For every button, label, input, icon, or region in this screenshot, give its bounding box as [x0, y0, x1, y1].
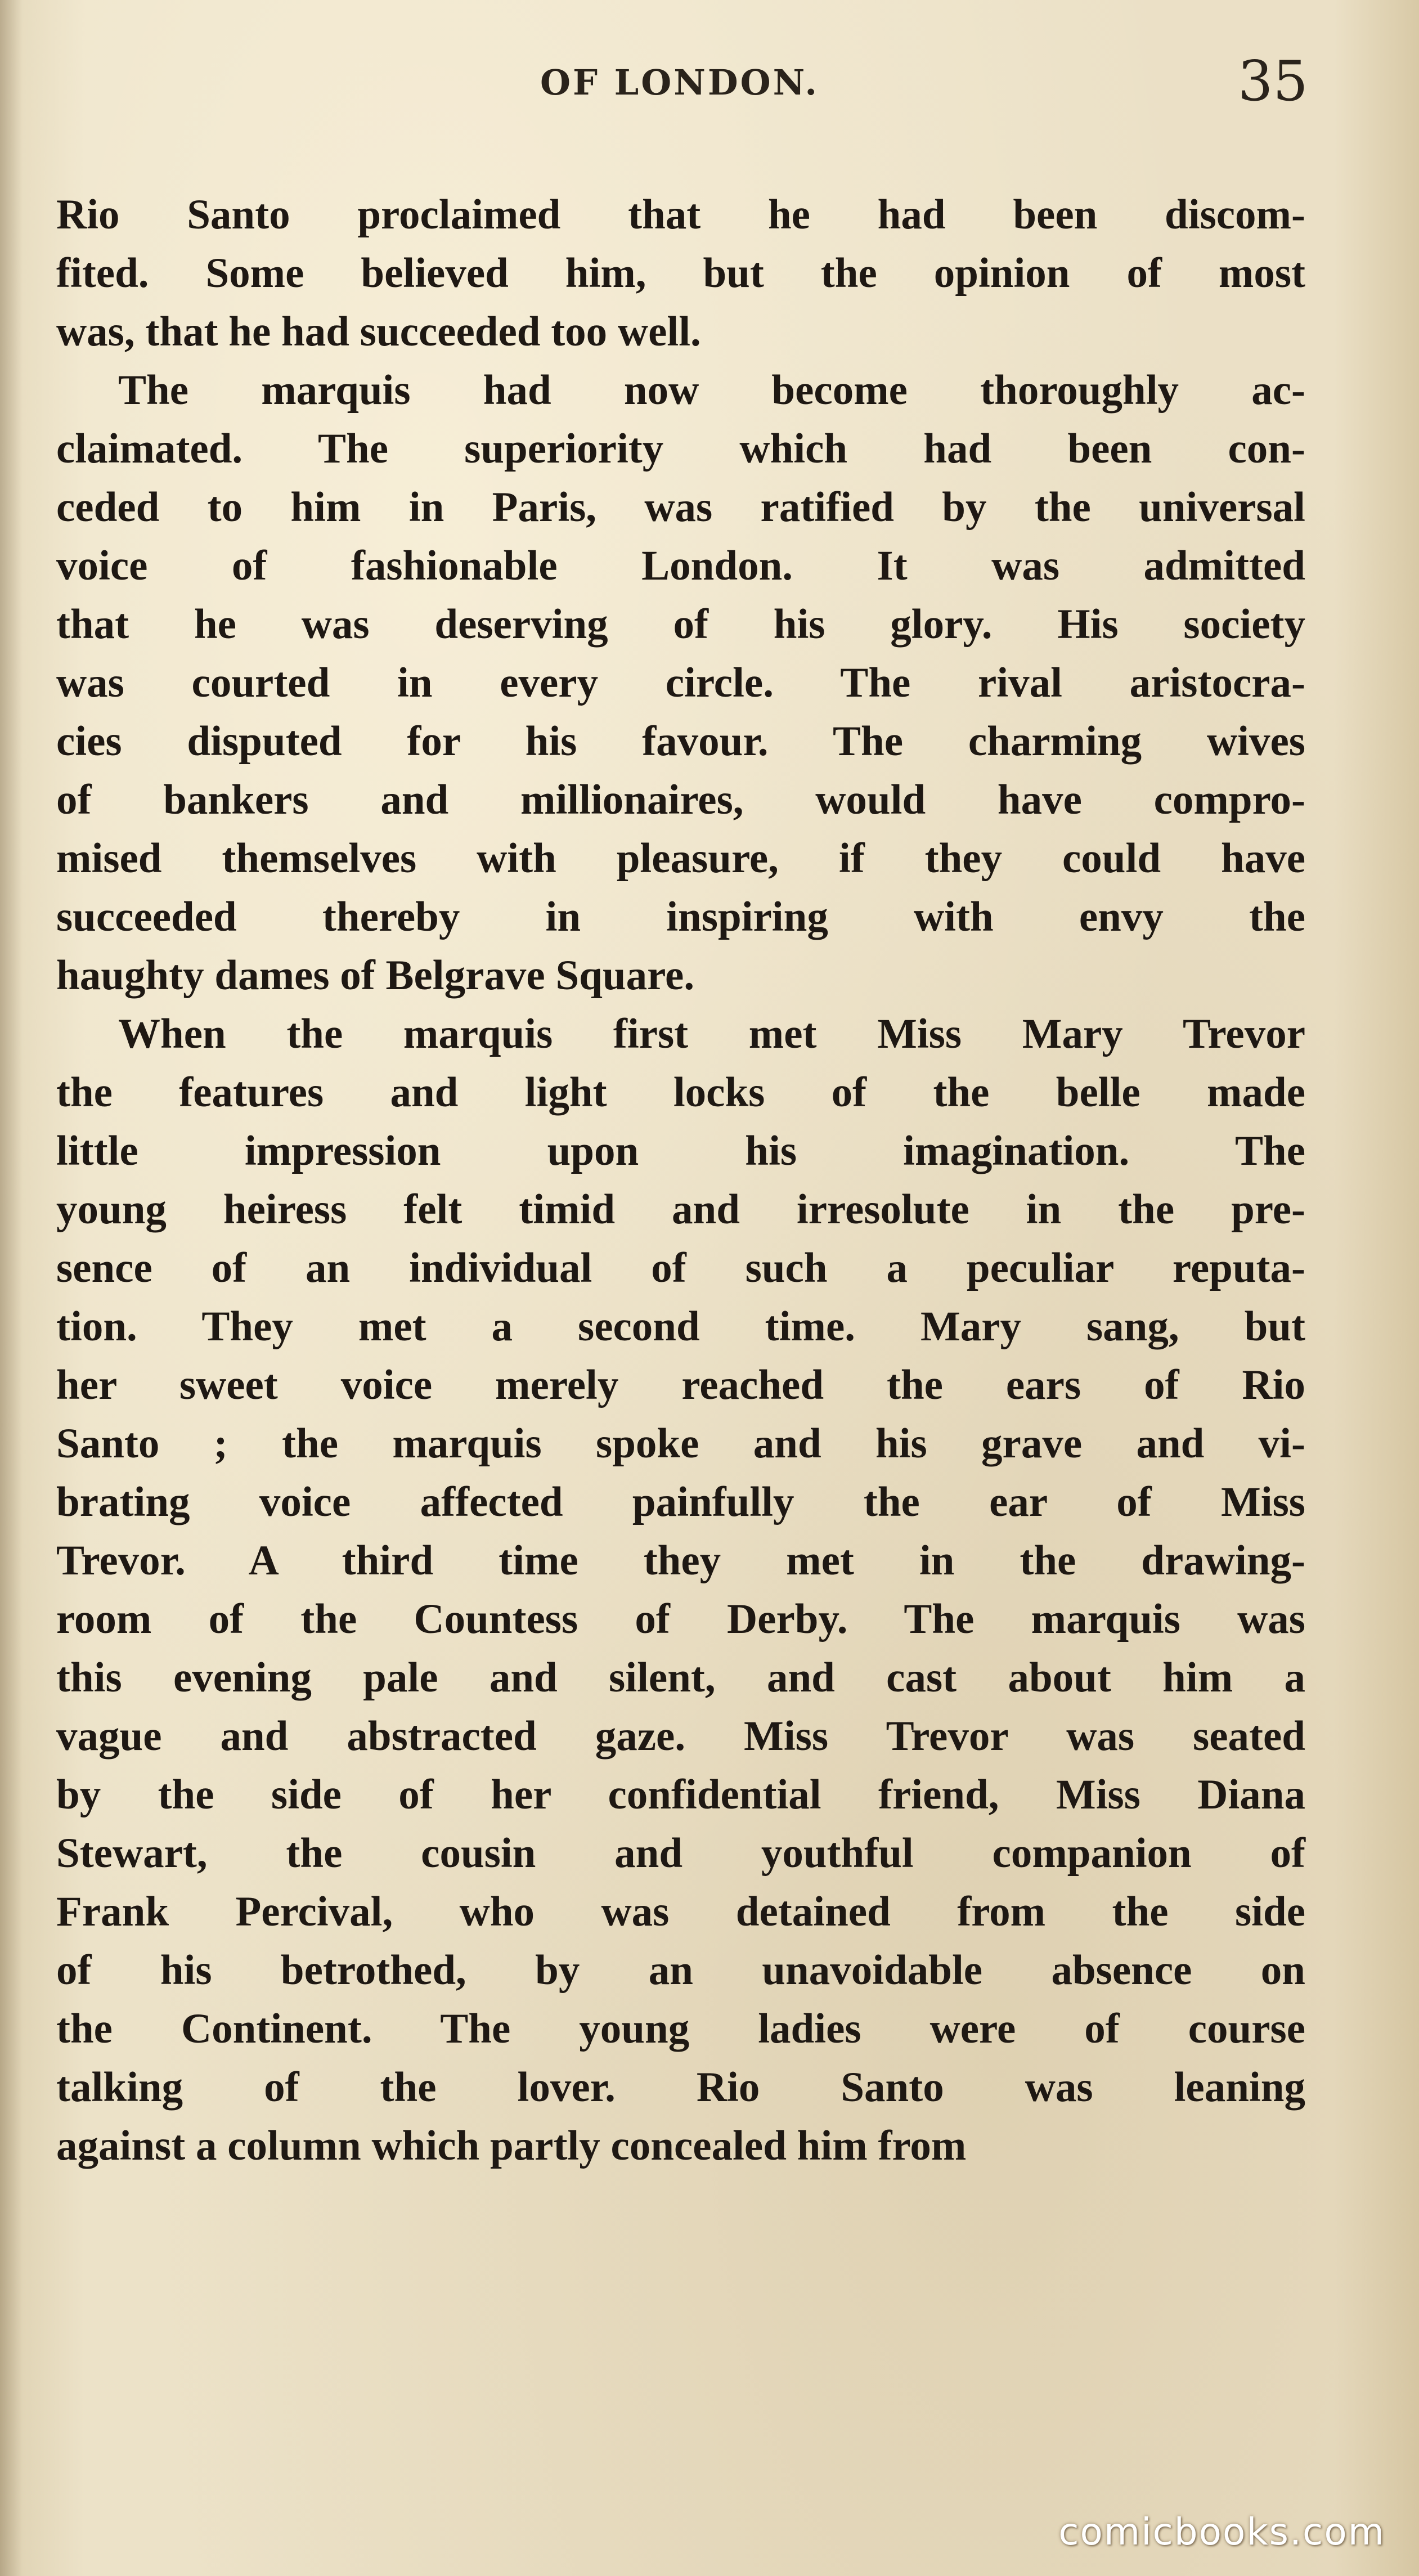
watermark: comicbooks.com [1058, 2510, 1385, 2553]
text-line: brating voice affected painfully the ear of Miss [56, 1479, 1305, 1525]
text-line: of bankers and millionaires, would have compro- [56, 777, 1305, 823]
text-line: The marquis had now become thoroughly ac- [118, 367, 1305, 414]
text-line: young heiress felt timid and irresolute in the pre- [56, 1186, 1305, 1233]
text-line: ceded to him in Paris, was ratified by the universal [56, 484, 1305, 531]
text-line: of his betrothed, by an unavoidable absence on [56, 1947, 1305, 1994]
text-line: Frank Percival, who was detained from the side [56, 1888, 1305, 1935]
text-line: Stewart, the cousin and youthful companion of [56, 1830, 1305, 1877]
text-line: claimated. The superiority which had been con- [56, 425, 1305, 472]
page-number: 35 [1238, 50, 1308, 114]
text-line: Rio Santo proclaimed that he had been discom- [56, 191, 1305, 238]
gutter-shadow [0, 0, 23, 2576]
text-line: room of the Countess of Derby. The marquis was [56, 1596, 1305, 1642]
text-line: talking of the lover. Rio Santo was leaning [56, 2064, 1305, 2111]
text-line: haughty dames of Belgrave Square. [56, 952, 695, 999]
text-line: the features and light locks of the belle made [56, 1069, 1305, 1116]
text-line: voice of fashionable London. It was admitted [56, 542, 1305, 589]
body-text [56, 186, 1305, 2175]
text-line: sence of an individual of such a peculiar reputa- [56, 1245, 1305, 1291]
text-line: fited. Some believed him, but the opinion of most [56, 250, 1305, 297]
text-line: tion. They met a second time. Mary sang, but [56, 1303, 1305, 1350]
text-line: succeeded thereby in inspiring with envy the [56, 894, 1305, 940]
text-line: cies disputed for his favour. The charming wives [56, 718, 1305, 765]
text-line: When the marquis first met Miss Mary Trevor [118, 1011, 1305, 1057]
text-line: mised themselves with pleasure, if they could have [56, 835, 1305, 882]
text-line: that he was deserving of his glory. His society [56, 601, 1305, 648]
text-line: the Continent. The young ladies were of course [56, 2005, 1305, 2052]
text-line: vague and abstracted gaze. Miss Trevor was seated [56, 1713, 1305, 1760]
text-line: little impression upon his imagination. The [56, 1128, 1305, 1174]
text-line: against a column which partly concealed him from [56, 2122, 967, 2169]
text-line: was courted in every circle. The rival aristocra- [56, 659, 1305, 706]
running-head: OF LONDON. [540, 62, 819, 103]
text-line: was, that he had succeeded too well. [56, 308, 701, 355]
text-line: her sweet voice merely reached the ears of Rio [56, 1362, 1305, 1408]
text-line: Trevor. A third time they met in the drawing- [56, 1537, 1305, 1584]
text-line: this evening pale and silent, and cast about him a [56, 1654, 1305, 1701]
text-line: Santo ; the marquis spoke and his grave and vi- [56, 1420, 1305, 1467]
text-line: by the side of her confidential friend, Miss Diana [56, 1771, 1305, 1818]
